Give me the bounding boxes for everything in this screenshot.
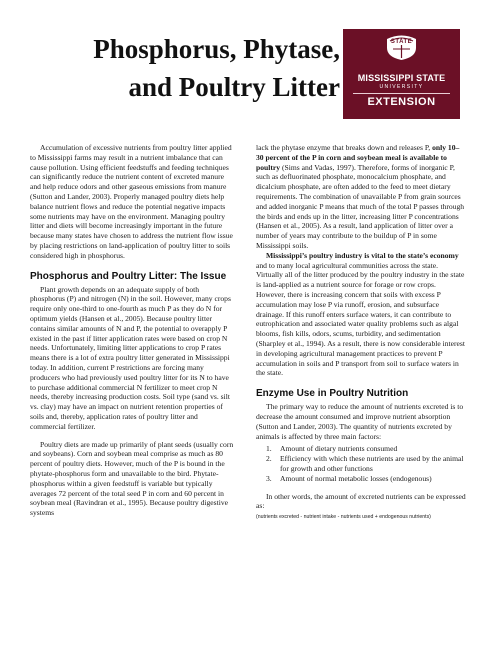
- list-item: [256, 444, 466, 454]
- title-line-1: Phosphorus, Phytase,: [93, 34, 340, 64]
- industry-paragraph: [256, 251, 466, 378]
- msu-extension-logo: [343, 29, 460, 119]
- continued-emphasis: only 10–30 percent of the P in corn and soybean meal is available to poultry: [256, 143, 460, 172]
- enzyme-paragraph: The primary way to reduce the amount of nutrients excreted is to decrease the amount consumed and improve nutrient absorption (Sutton and Lander, 2003). The quantity of nutrients excreted by animals is affected by three main factors:: [256, 402, 464, 441]
- list-number: 3.: [266, 473, 272, 483]
- factors-list: [256, 444, 466, 483]
- list-item: [256, 474, 466, 484]
- logo-division: EXTENSION: [367, 96, 436, 108]
- list-text: Amount of dietary nutrients consumed: [280, 444, 398, 454]
- expression-paragraph: In other words, the amount of excreted nutrients can be expressed as:: [256, 491, 466, 511]
- continued-paragraph: [256, 143, 466, 251]
- title-line-2: and Poultry Litter: [128, 72, 340, 102]
- logo-university: UNIVERSITY: [379, 84, 424, 90]
- intro-paragraph: Accumulation of excessive nutrients from poultry litter applied to Mississippi farms may result in a nutrient imbalance that can cause pollution. Using efficient feedstuffs and feeding techniques can significantly reduce the nutrient content of excreted manure and help reduce odors and other gaseous emissions from manure (Sutton and Lander, 2003). Properly managed poultry diets help balance nutrient flows and reduce the potential negative impacts some nutrients may have on the environment. Managing poultry litter and diets will become increasingly important in the future because many states have chosen to address the nutrient flow issue by placing restrictions on land-application of poultry litter to soils considered high in phosphorus.: [30, 143, 233, 260]
- continued-text-b: (Sims and Vadas, 1997). Therefore, forms of inorganic P, such as defluorinated phosphate, monocalcium phosphate, and dicalcium phosphate, are often added to the feed to meet dietary requirements. The combination of unavailable P from grain sources and added inorganic P means that much of the total P passes through the birds and ends up in the litter, increasing litter P concentrations (Hansen et al., 2005). As a result, land application of litter over a number of years may contribute to the buildup of P in some Mississippi soils.: [256, 162, 465, 250]
- industry-text: and to many local agricultural communities across the state. Virtually all of the litter produced by the poultry industry in the state is land-applied as a nutrient source for forage or row crops. However, there is increasing concern that soils with excess P accumulation may lose P via runoff, erosion, and subsurface drainage. If this runoff enters surface waters, it can contribute to eutrophication and associated water quality problems such as algal blooms, fish kills, odors, scums, turbidity, and sedimentation (Sharpley et al., 1994). As a result, there is now considerable interest in developing agricultural management practices to prevent P accumulation in soils and P transport from soil to surface waters in the state.: [256, 260, 465, 378]
- nutrient-formula: (nutrients excreted - nutrient intake - nutrients used + endogenous nutrients): [256, 514, 431, 521]
- list-text: Amount of normal metabolic losses (endogenous): [280, 473, 432, 483]
- section-heading-issue: Phosphorus and Poultry Litter: The Issue: [30, 270, 227, 282]
- continued-text-a: lack the phytase enzyme that breaks down and releases P,: [256, 143, 433, 152]
- list-number: 1.: [266, 444, 272, 454]
- issue-paragraph-1: Plant growth depends on an adequate supply of both phosphorus (P) and nitrogen (N) in the soil. However, many crops require only one-third to one-fourth as much P as they do N for optimum yields (Hansen et al., 2005). Because poultry litter contains similar amounts of N and P, the potential to overapply P existed in the past if litter application rates were based on crop N needs. Unfortunately, limiting litter applications to crop P rates means there is a lot of extra poultry litter generated in Mississippi today. In addition, current P restrictions are forcing many producers who had previously used poultry litter for its N to have to purchase additional commercial N fertilizer to meet crop N needs, thereby increasing production costs. Soil type (sand vs. silt vs. clay) may have an impact on nutrient retention properties of soils and, thereby, application rates of poultry litter and commercial fertilizer.: [30, 284, 231, 431]
- list-item: [256, 454, 466, 474]
- document-title: [0, 30, 340, 106]
- logo-divider: [353, 93, 450, 94]
- logo-name: MISSISSIPPI STATE: [357, 73, 446, 83]
- list-number: 2.: [266, 454, 272, 464]
- list-text: Efficiency with which these nutrients are used by the animal for growth and other functions: [280, 454, 464, 473]
- seal-text: STATE: [390, 39, 413, 45]
- section-heading-enzyme: Enzyme Use in Poultry Nutrition: [256, 388, 409, 400]
- issue-paragraph-2: Poultry diets are made up primarily of plant seeds (usually corn and soybeans). Corn and soybean meal comprise as much as 80 percent of poultry diets. However, much of the P is bound in the phytate-phosphorus form and unavailable to the bird. Phytate-phosphorus within a given feedstuff is variable but typically averages 72 percent of the total seed P in corn and 60 percent in soybean meal (Ravindran et al., 1995). Because poultry digestive systems: [30, 439, 234, 518]
- industry-emphasis: Mississippi’s poultry industry is vital to the state’s economy: [266, 250, 459, 260]
- right-column: [256, 143, 466, 521]
- left-column: [30, 143, 235, 518]
